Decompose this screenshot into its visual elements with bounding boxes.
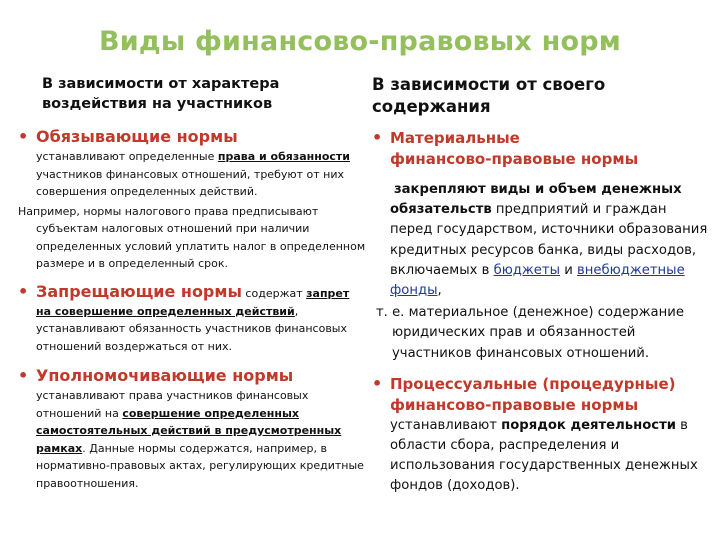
procedural-norms-item bbox=[372, 374, 708, 497]
material-bold-text: закрепляют виды и объем денежных обязательств bbox=[390, 182, 682, 218]
right-column-heading bbox=[372, 74, 708, 118]
material-title-line-1: Материальные bbox=[390, 129, 520, 147]
procedural-norms-title bbox=[390, 374, 708, 416]
obligating-norms-title: Обязывающие нормы bbox=[36, 127, 238, 146]
empowering-text-part-2: . Данные нормы содержатся, например, в нормативно-правовых актах, регулирующих кредитные правоотношения. bbox=[36, 441, 364, 490]
empowering-norms-title: Уполномочивающие нормы bbox=[36, 366, 294, 385]
prohibition-link[interactable]: запрет на совершение определенных действий bbox=[36, 286, 350, 318]
procedural-text-part-2: в области сбора, распределения и использования государственных денежных фондов (доходов). bbox=[390, 417, 698, 494]
obligating-norms-text bbox=[36, 148, 366, 201]
tax-law-example: Например, нормы налогового права предписывают субъектам налоговых отношений при наличии определенных условий уплатить налог в определенном размере и в определенный срок. bbox=[18, 204, 366, 270]
procedural-title-line-1: Процессуальные (процедурные) bbox=[390, 374, 676, 393]
obligating-norms-item bbox=[18, 126, 366, 201]
independent-actions-link[interactable]: совершение определенных самостоятельных действий в предусмотренных рамках bbox=[36, 406, 342, 455]
material-title-line-2: финансово-правовые нормы bbox=[390, 150, 639, 168]
obligating-text-part-2: участников финансовых отношений, требуют от них совершения определенных действий. bbox=[36, 167, 345, 198]
rights-and-duties-link[interactable]: права и обязанности bbox=[217, 150, 350, 163]
left-column-heading bbox=[42, 74, 366, 114]
prohibiting-title-suffix: содержат bbox=[241, 286, 307, 300]
material-text-part-1: предприятий и граждан перед государством, источники образования кредитных ресурсов банка, виды расходов, включаемых в bbox=[390, 202, 708, 278]
material-norms-note: т. е. материальное (денежное) содержание юридических прав и обязанностей участников финансовых отношений. bbox=[376, 305, 684, 361]
procedural-norms-text bbox=[390, 416, 708, 497]
prohibiting-norms-item bbox=[18, 281, 366, 356]
empowering-norms-text bbox=[36, 387, 366, 492]
bullet-icon: • bbox=[18, 366, 29, 385]
material-norms-text bbox=[390, 180, 708, 301]
material-text-part-2: и bbox=[560, 262, 577, 278]
page-title: Виды финансово-правовых норм bbox=[98, 26, 622, 57]
right-column bbox=[372, 74, 708, 497]
left-heading-line-1: В зависимости от характера bbox=[42, 76, 280, 92]
procedural-bold-text: порядок деятельности bbox=[501, 417, 676, 433]
left-heading-line-2: воздействия на участников bbox=[42, 96, 273, 112]
right-heading-line-1: В зависимости от своего bbox=[372, 75, 606, 94]
prohibiting-norms-title: Запрещающие нормы bbox=[36, 281, 242, 301]
budgets-link[interactable]: бюджеты bbox=[493, 262, 561, 278]
right-heading-line-2: содержания bbox=[372, 97, 491, 116]
material-norms-item bbox=[372, 128, 708, 301]
prohibiting-text-part-2: , устанавливают обязанность участников финансовых отношений воздержаться от них. bbox=[36, 304, 347, 353]
material-text-part-3: , bbox=[437, 283, 442, 299]
bullet-icon: • bbox=[372, 373, 383, 393]
procedural-text-part-1: устанавливают bbox=[390, 417, 502, 433]
empowering-text-part-1: устанавливают права участников финансовых отношений на bbox=[36, 389, 309, 420]
bullet-icon: • bbox=[372, 128, 383, 147]
extra-budgetary-funds-link[interactable]: внебюджетные фонды bbox=[390, 262, 685, 299]
material-norms-title bbox=[390, 128, 708, 170]
bullet-icon: • bbox=[18, 127, 29, 146]
left-column bbox=[18, 74, 366, 492]
bullet-icon: • bbox=[18, 281, 29, 301]
empowering-norms-item bbox=[18, 365, 366, 492]
obligating-text-part-1: устанавливают определенные bbox=[36, 150, 218, 163]
procedural-title-line-2: финансово-правовые нормы bbox=[390, 395, 639, 414]
prohibiting-norms-text bbox=[36, 281, 366, 356]
